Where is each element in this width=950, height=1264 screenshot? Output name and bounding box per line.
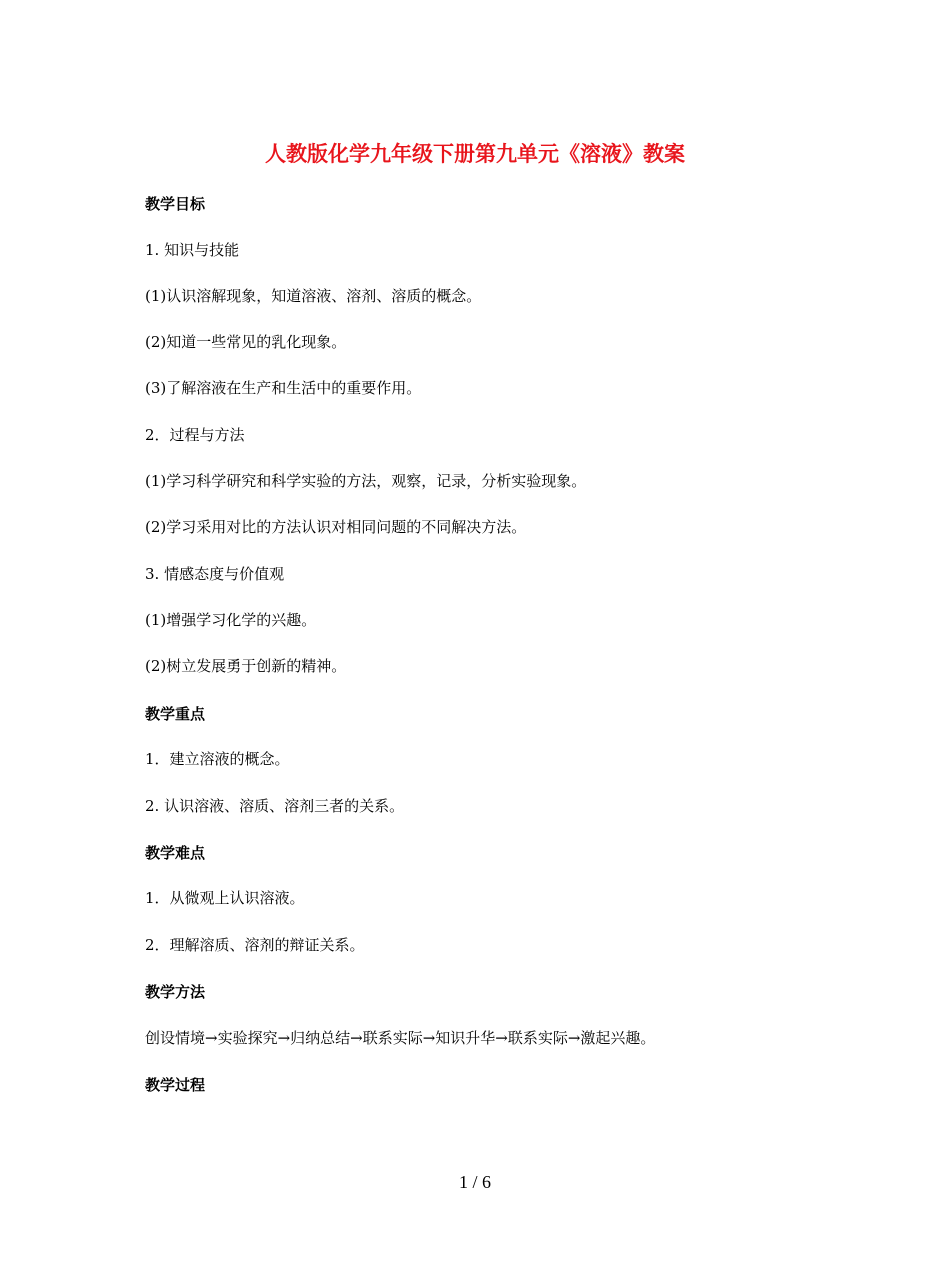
page-title: 人教版化学九年级下册第九单元《溶液》教案 [265, 142, 685, 166]
objective-1-item-1: (1)认识溶解现象，知道溶液、溶剂、溶质的概念。 [145, 287, 482, 305]
objective-1-item-2: (2)知道一些常见的乳化现象。 [145, 333, 347, 351]
objective-3-item-1: (1)增强学习化学的兴趣。 [145, 611, 317, 629]
key-points-item-1: 1．建立溶液的概念。 [145, 750, 290, 768]
objective-2-title: 2．过程与方法 [145, 426, 245, 444]
key-points-heading: 教学重点 [145, 705, 206, 723]
objective-2-item-1: (1)学习科学研究和科学实验的方法，观察，记录，分析实验现象。 [145, 472, 587, 490]
objective-2-item-2: (2)学习采用对比的方法认识对相同问题的不同解决方法。 [145, 518, 527, 536]
difficulties-item-1: 1．从微观上认识溶液。 [145, 889, 305, 907]
objective-1-item-3: (3)了解溶液在生产和生活中的重要作用。 [145, 379, 422, 397]
objective-1-title: 1. 知识与技能 [145, 241, 240, 259]
objectives-heading: 教学目标 [145, 195, 206, 213]
objective-3-title: 3. 情感态度与价值观 [145, 565, 285, 583]
difficulties-item-2: 2．理解溶质、溶剂的辩证关系。 [145, 936, 365, 954]
process-heading: 教学过程 [145, 1076, 206, 1094]
difficulties-heading: 教学难点 [145, 844, 206, 862]
methods-heading: 教学方法 [145, 983, 206, 1001]
page-number: 1 / 6 [458, 1172, 491, 1192]
objective-3-item-2: (2)树立发展勇于创新的精神。 [145, 657, 347, 675]
methods-text: 创设情境→实验探究→归纳总结→联系实际→知识升华→联系实际→激起兴趣。 [145, 1029, 656, 1047]
key-points-item-2: 2. 认识溶液、溶质、溶剂三者的关系。 [145, 797, 405, 815]
